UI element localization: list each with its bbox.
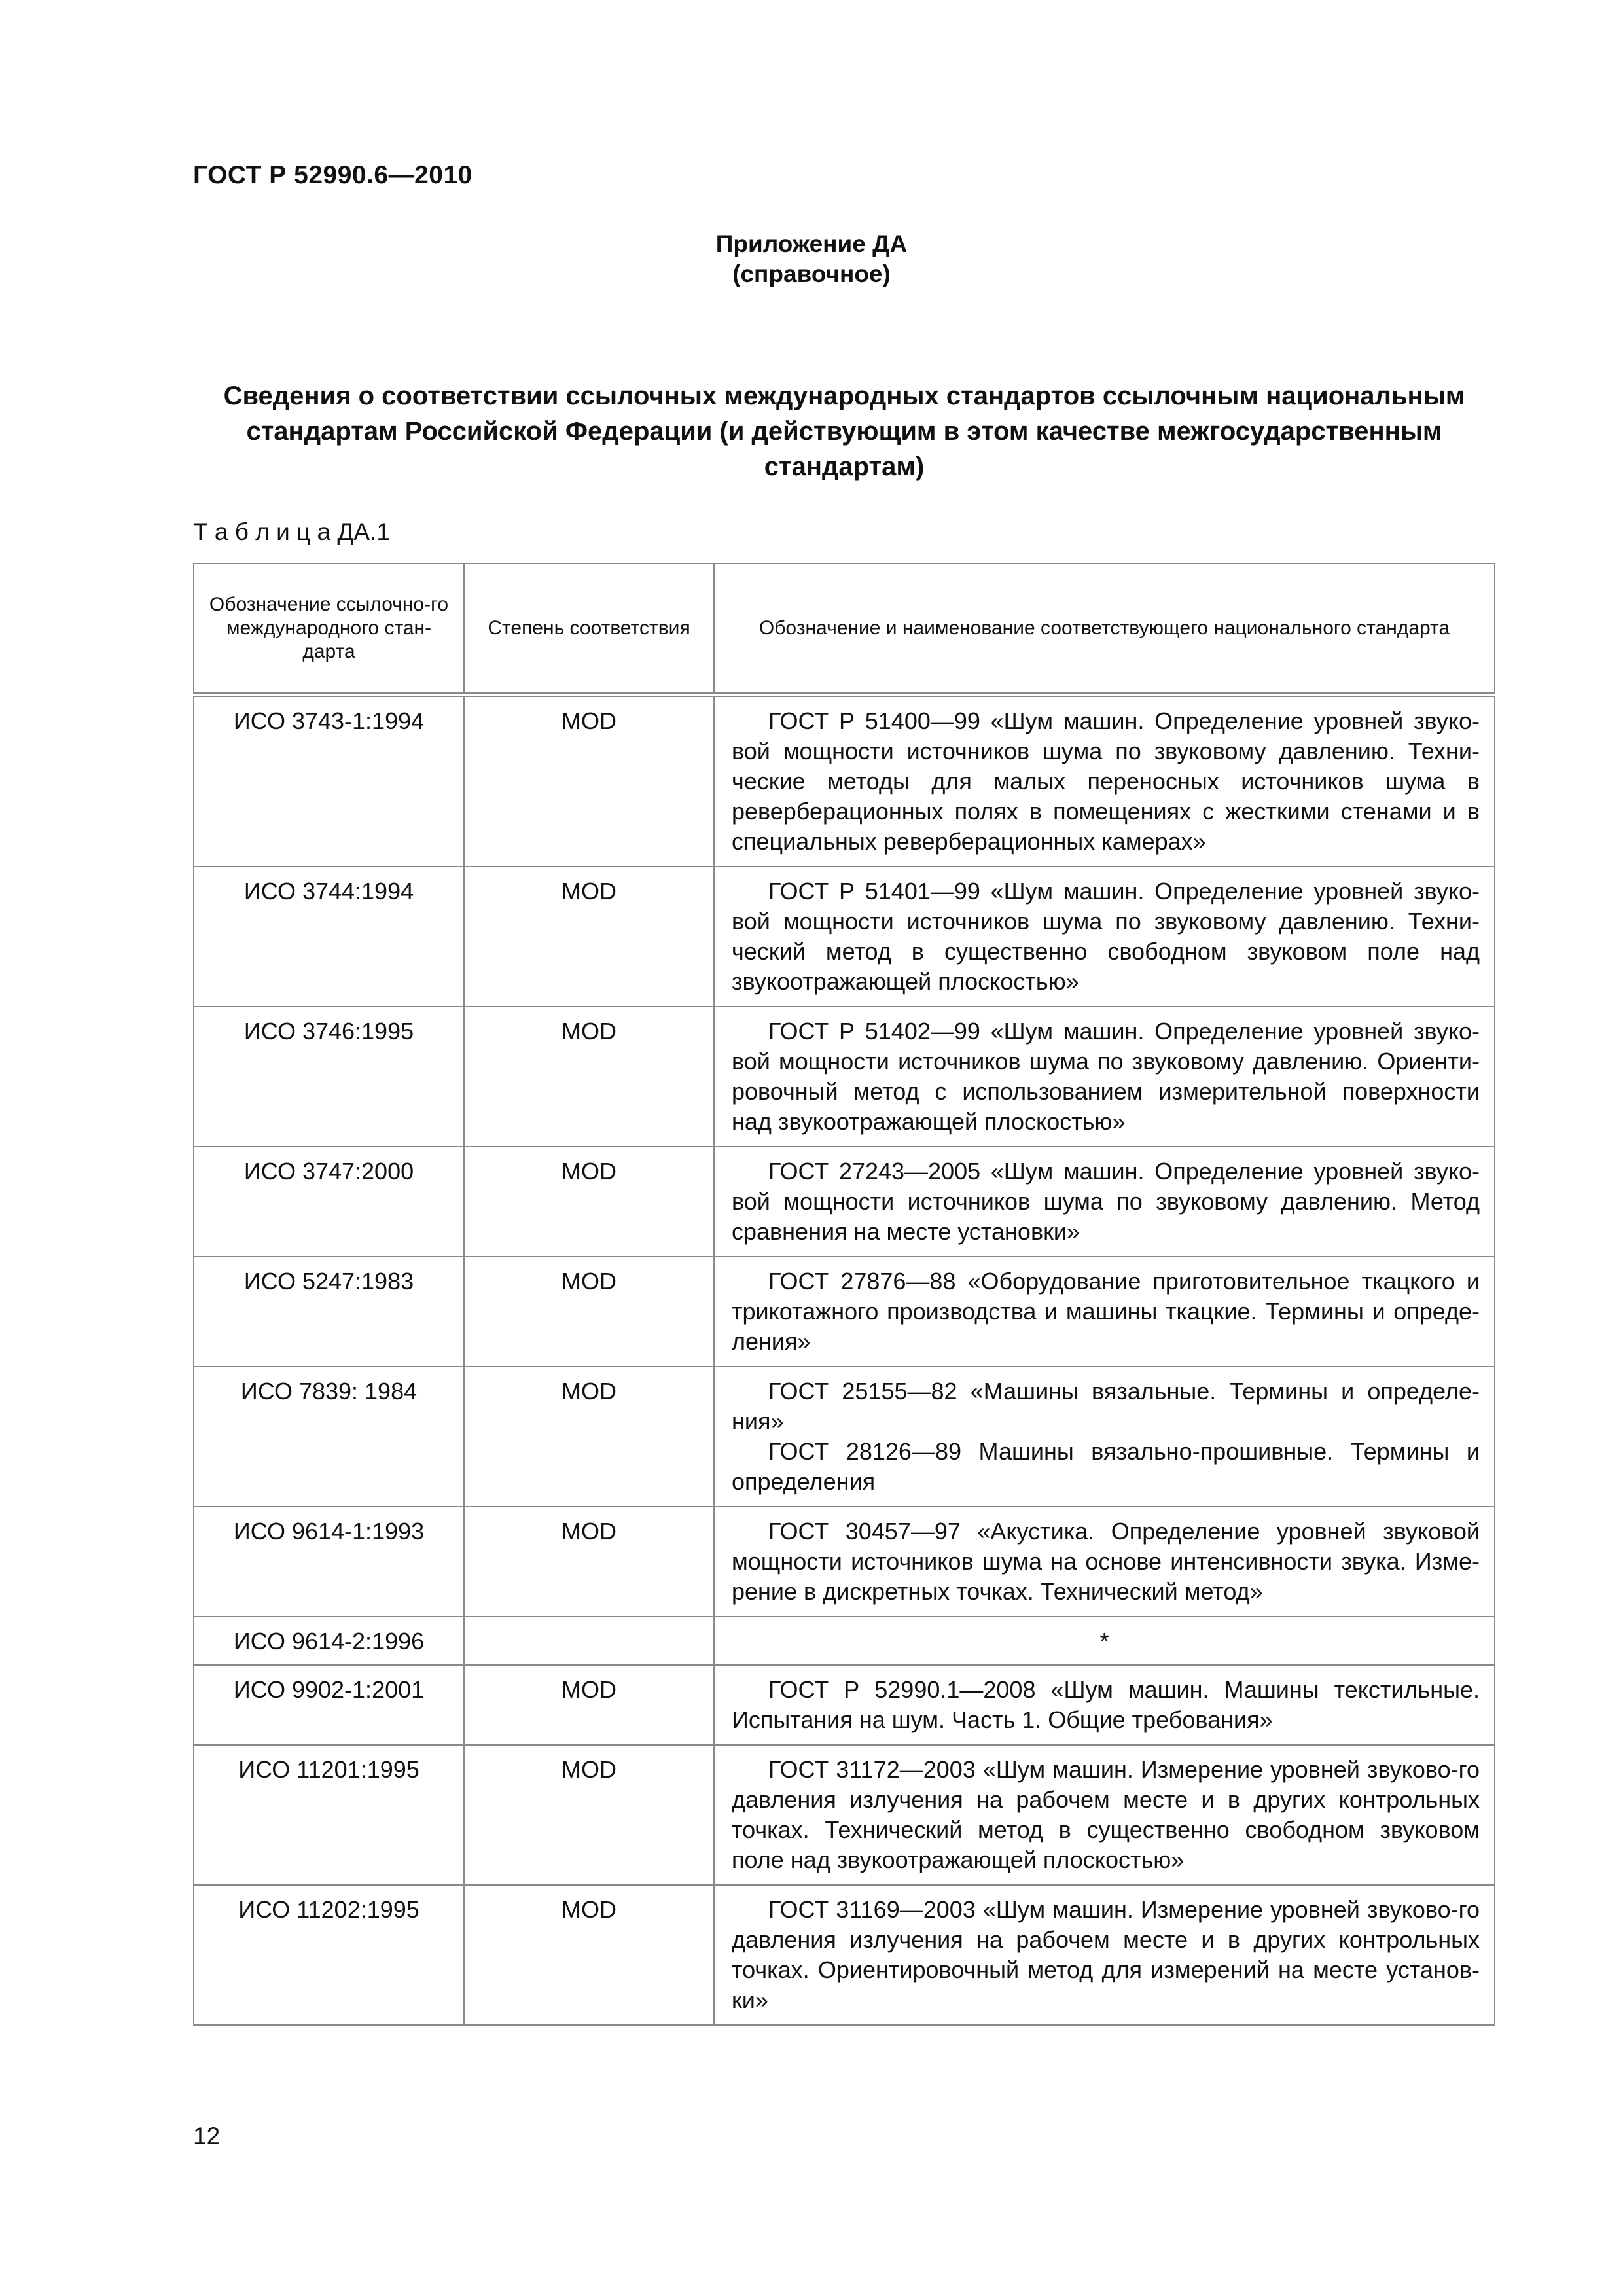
international-standard-cell: ИСО 9614-1:1993 xyxy=(194,1507,464,1617)
header-international-standard: Обозначение ссылочно-го международного стан-дарта xyxy=(194,564,464,695)
correspondence-table xyxy=(193,563,1494,2026)
document-title: Сведения о соответствии ссылочных международных стандартов ссылочным национальным стандартам Российской Федерации (и действующим в этом качестве межгосударственным стандартам) xyxy=(223,382,1465,481)
page-number: 12 xyxy=(193,2123,221,2149)
national-standard-cell xyxy=(714,1745,1495,1885)
international-standard-cell: ИСО 7839: 1984 xyxy=(194,1367,464,1507)
table-row xyxy=(194,695,1495,867)
degree-cell: MOD xyxy=(464,1367,714,1507)
degree-cell: MOD xyxy=(464,1745,714,1885)
table-body xyxy=(194,695,1495,2026)
degree-cell: MOD xyxy=(464,1007,714,1147)
table-caption: Т а б л и ц а ДА.1 xyxy=(193,518,390,545)
national-standard-text: ГОСТ 28126—89 Машины вязально-прошивные. Термины и определения xyxy=(732,1438,1480,1495)
document-header: ГОСТ Р 52990.6—2010 xyxy=(193,161,473,189)
national-standard-text: ГОСТ Р 51400—99 «Шум машин. Определение уровней звуко-вой мощности источников шума по звуковому давлению. Техни-ческие методы для малых переносных источников шума в реверберационных полях в помещениях с жесткими стенами и в специальных реверберационных камерах» xyxy=(732,708,1480,855)
degree-cell: MOD xyxy=(464,695,714,867)
international-standard-cell: ИСО 3743-1:1994 xyxy=(194,695,464,867)
national-standard-text: ГОСТ 30457—97 «Акустика. Определение уровней звуковой мощности источников шума на основе интенсивности звука. Изме-рение в дискретных точках. Технический метод» xyxy=(732,1518,1480,1605)
degree-cell: MOD xyxy=(464,1665,714,1745)
international-standard-cell: ИСО 3746:1995 xyxy=(194,1007,464,1147)
table-row xyxy=(194,867,1495,1007)
international-standard-cell: ИСО 5247:1983 xyxy=(194,1257,464,1367)
national-standard-cell xyxy=(714,1007,1495,1147)
table-row xyxy=(194,1147,1495,1257)
national-standard-cell xyxy=(714,1257,1495,1367)
international-standard-cell: ИСО 11201:1995 xyxy=(194,1745,464,1885)
degree-cell xyxy=(464,1617,714,1665)
table-row xyxy=(194,1745,1495,1885)
degree-cell: MOD xyxy=(464,1257,714,1367)
national-standard-text: ГОСТ Р 51401—99 «Шум машин. Определение уровней звуко-вой мощности источников шума по звуковому давлению. Техни-ческий метод в существенно свободном звуковом поле над звукоотражающей плоскостью» xyxy=(732,878,1480,995)
international-standard-cell: ИСО 3747:2000 xyxy=(194,1147,464,1257)
international-standard-cell: ИСО 3744:1994 xyxy=(194,867,464,1007)
national-standard-text: ГОСТ 27243—2005 «Шум машин. Определение уровней звуко-вой мощности источников шума по звуковому давлению. Метод сравнения на месте установки» xyxy=(732,1158,1480,1245)
national-standard-text: ГОСТ 31172—2003 «Шум машин. Измерение уровней звуково-го давления излучения на рабочем месте и в других контрольных точках. Технический метод в существенно свободном звуковом поле над звукоотражающей плоскостью» xyxy=(732,1756,1480,1873)
header-national-standard: Обозначение и наименование соответствующего национального стандарта xyxy=(714,564,1495,695)
national-standard-cell xyxy=(714,867,1495,1007)
national-standard-cell: * xyxy=(714,1617,1495,1665)
table-row xyxy=(194,1885,1495,2025)
degree-cell: MOD xyxy=(464,867,714,1007)
national-standard-text: ГОСТ Р 51402—99 «Шум машин. Определение уровней звуко-вой мощности источников шума по звуковому давлению. Ориенти-ровочный метод с использованием измерительной поверхности над звукоотражающей плоскостью» xyxy=(732,1018,1480,1135)
national-standard-cell xyxy=(714,1367,1495,1507)
national-standard-cell xyxy=(714,1507,1495,1617)
degree-cell: MOD xyxy=(464,1885,714,2025)
degree-cell: MOD xyxy=(464,1147,714,1257)
national-standard-cell xyxy=(714,695,1495,867)
national-standard-cell xyxy=(714,1147,1495,1257)
international-standard-cell: ИСО 11202:1995 xyxy=(194,1885,464,2025)
appendix-kind: (справочное) xyxy=(732,260,891,287)
international-standard-cell: ИСО 9614-2:1996 xyxy=(194,1617,464,1665)
degree-cell: MOD xyxy=(464,1507,714,1617)
table-header-row xyxy=(194,564,1495,695)
header-degree-of-correspondence: Степень соответствия xyxy=(464,564,714,695)
national-standard-text: ГОСТ Р 52990.1—2008 «Шум машин. Машины текстильные. Испытания на шум. Часть 1. Общие требования» xyxy=(732,1676,1480,1733)
international-standard-cell: ИСО 9902-1:2001 xyxy=(194,1665,464,1745)
table-row xyxy=(194,1007,1495,1147)
table-row xyxy=(194,1507,1495,1617)
table-row xyxy=(194,1257,1495,1367)
table-row xyxy=(194,1617,1495,1665)
table-row xyxy=(194,1367,1495,1507)
national-standard-text: ГОСТ 27876—88 «Оборудование приготовительное ткацкого и трикотажного производства и машины ткацкие. Термины и опреде-ления» xyxy=(732,1268,1480,1355)
table-row xyxy=(194,1665,1495,1745)
national-standard-text: ГОСТ 31169—2003 «Шум машин. Измерение уровней звуково-го давления излучения на рабочем месте и в других контрольных точках. Ориентировочный метод для измерений на месте установ-ки» xyxy=(732,1896,1480,2013)
national-standard-text: ГОСТ 25155—82 «Машины вязальные. Термины и определе-ния» xyxy=(732,1378,1480,1435)
national-standard-cell xyxy=(714,1885,1495,2025)
appendix-title: Приложение ДА xyxy=(715,230,908,257)
national-standard-cell xyxy=(714,1665,1495,1745)
